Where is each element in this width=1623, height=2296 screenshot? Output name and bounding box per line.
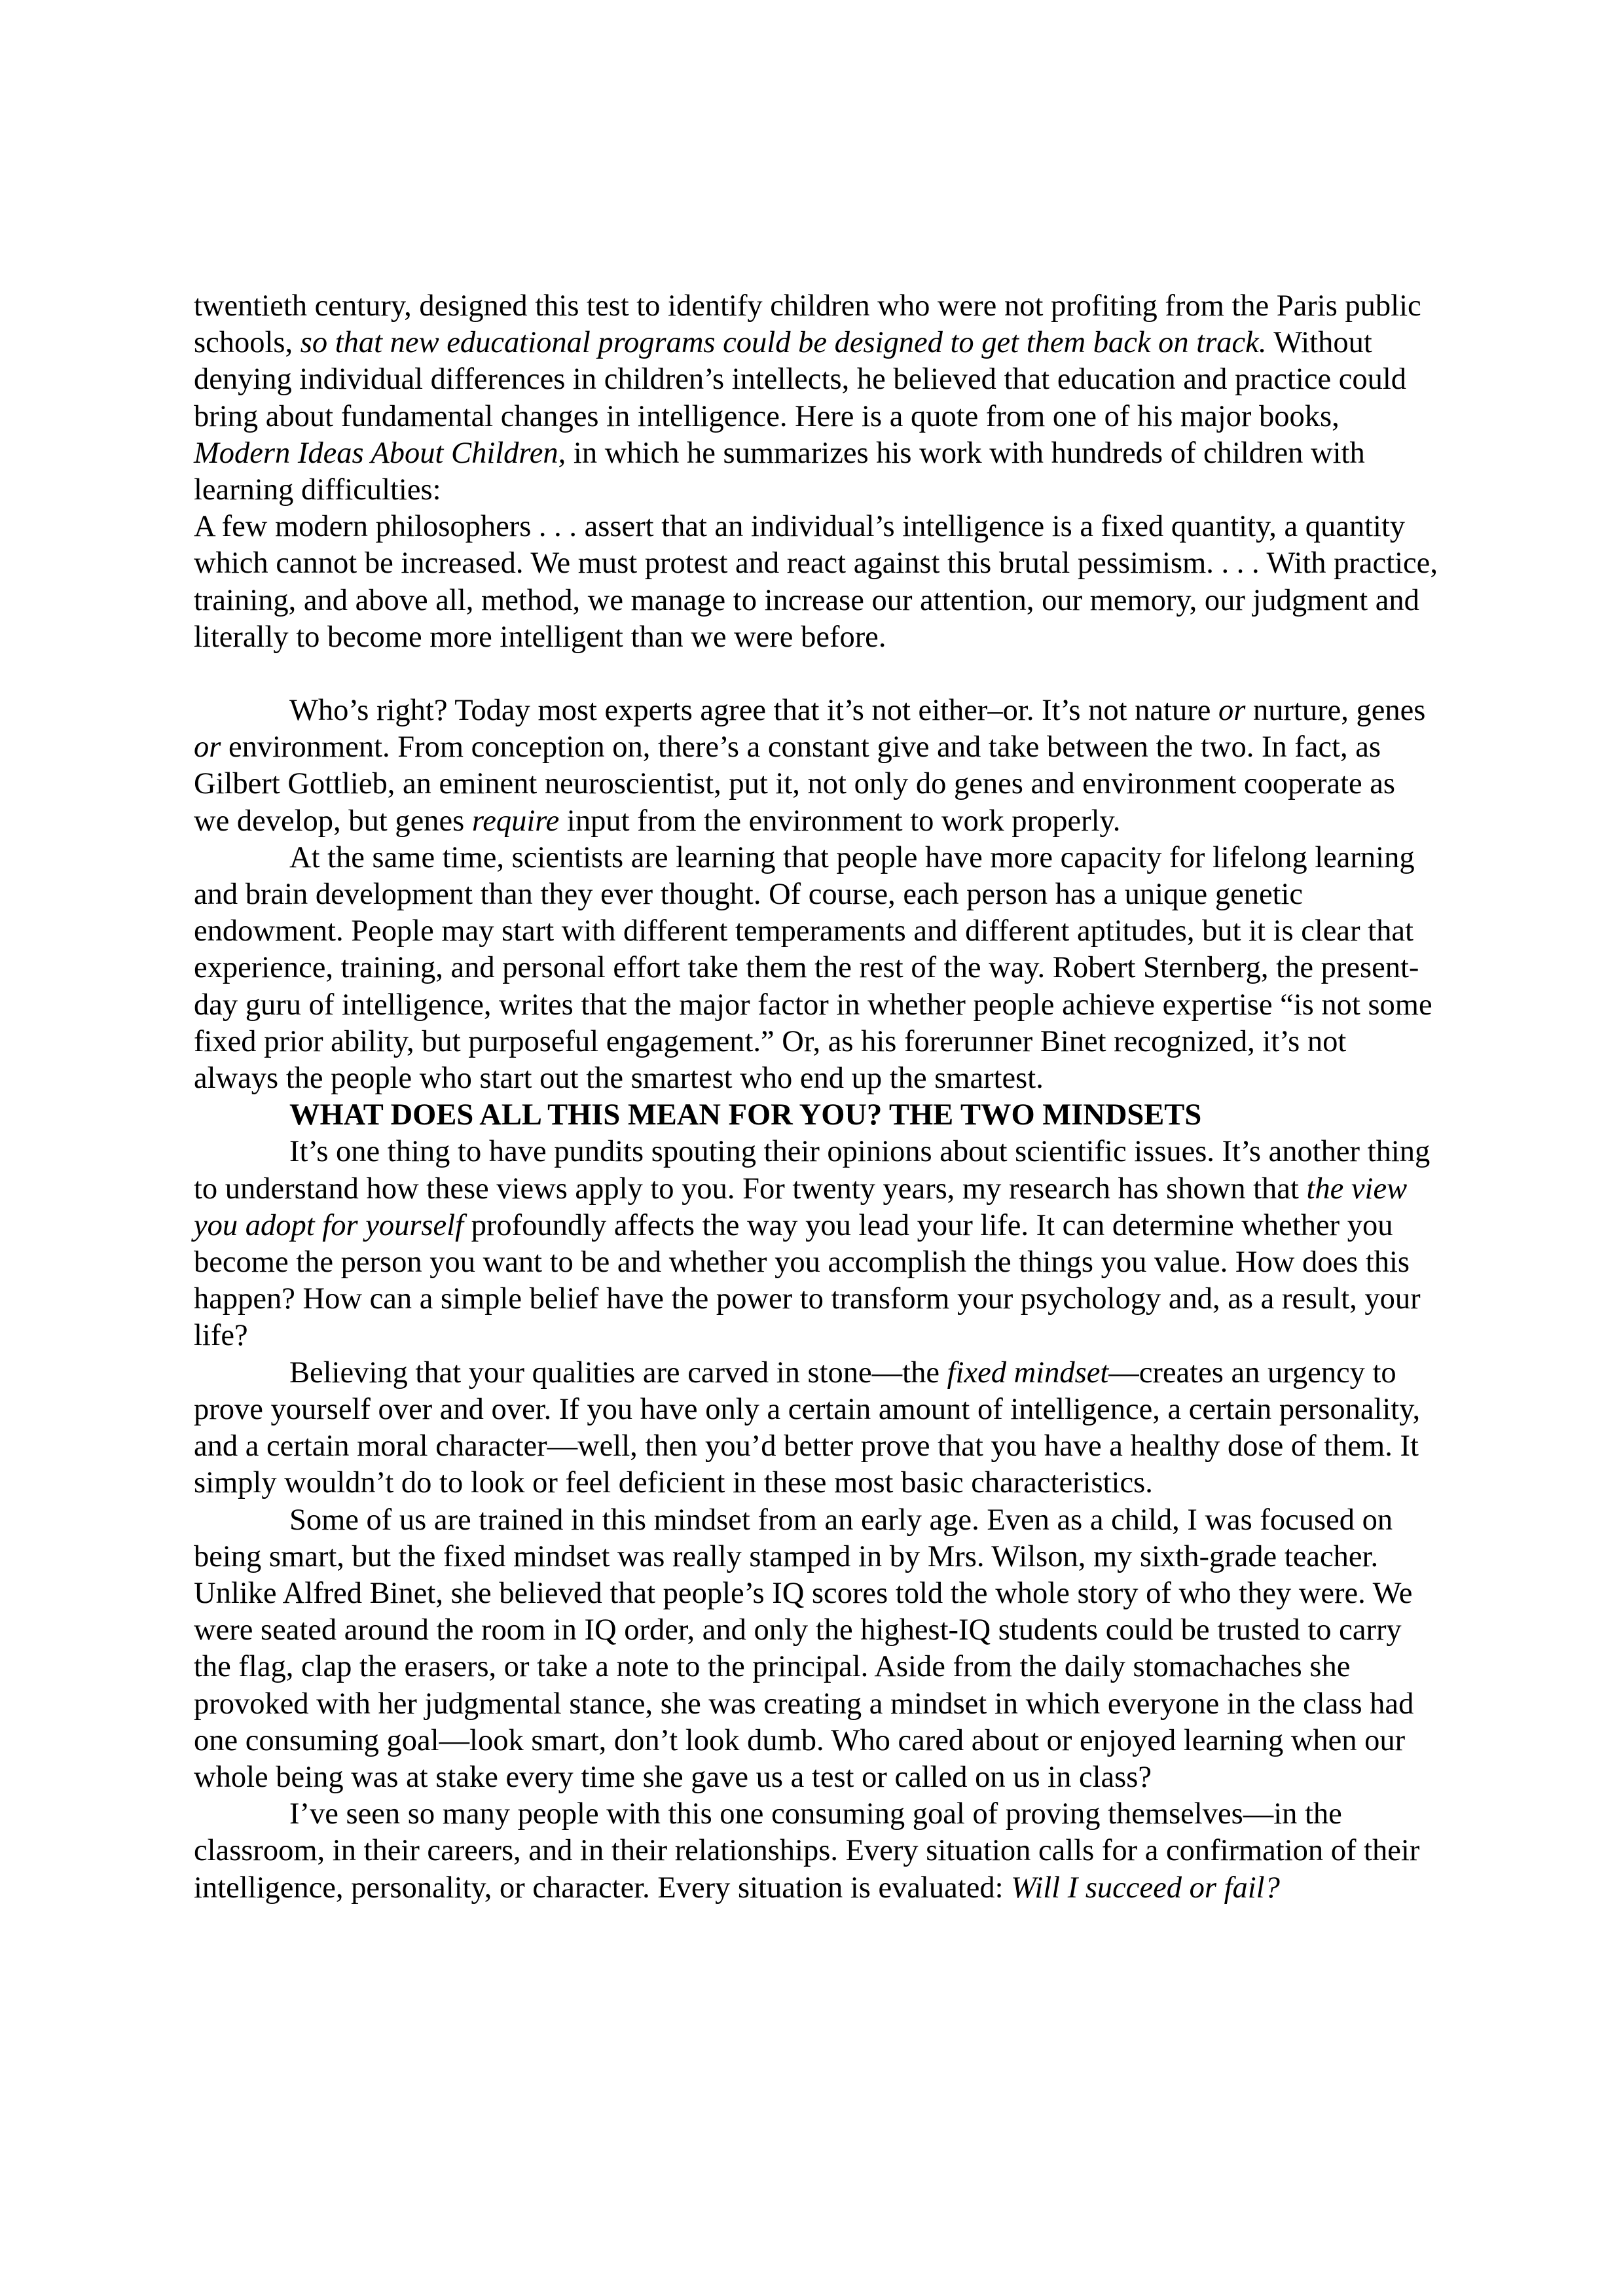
italic-emphasis: so that new educational programs could be designed to get them back on track.	[300, 326, 1267, 360]
paragraph-binet-test: twentieth century, designed this test to identify children who were not profiting from the Paris public schools, so that new educational programs could be designed to get them back on track. Without denying individual differences in children’s intellects, he believed that education and practice could bring about fundamental changes in intelligence. Here is a quote from one of his major books, Modern Ideas About Children, in which he summarizes his work with hundreds of children with learning difficulties:	[194, 289, 1421, 507]
paragraph-lifelong-learning: At the same time, scientists are learning that people have more capacity for lifelong learning and brain development than they ever thought. Of course, each person has a unique genetic endowment. People may start with different temperaments and different aptitudes, but it is clear that experience, training, and personal effort take them the rest of the way. Robert Sternberg, the present-day guru of intelligence, writes that the major factor in whether people achieve expertise “is not some fixed prior ability, but purposeful engagement.” Or, as his forerunner Binet recognized, it’s not always the people who start out the smartest who end up the smartest.	[194, 840, 1432, 1096]
block-quote-binet: A few modern philosophers . . . assert that an individual’s intelligence is a fixed quantity, a quantity which cannot be increased. We must protest and react against this brutal pessimism. . . . With practice, training, and above all, method, we manage to increase our attention, our memory, our judgment and literally to become more intelligent than we were before.	[194, 510, 1438, 654]
book-title: Modern Ideas About Children,	[194, 436, 566, 470]
paragraph-mrs-wilson: Some of us are trained in this mindset from an early age. Even as a child, I was focused on being smart, but the fixed mindset was really stamped in by Mrs. Wilson, my sixth-grade teacher. Unlike Alfred Binet, she believed that people’s IQ scores told the whole story of who they were. We were seated around the room in IQ order, and only the highest-IQ students could be trusted to carry the flag, clap the erasers, or take a note to the principal. Aside from the daily stomachaches she provoked with her judgmental stance, she was creating a mindset in which everyone in the class had one consuming goal—look smart, don’t look dumb. Who cared about or enjoyed learning when our whole being was at stake every time she gave us a test or called on us in class?	[194, 1503, 1414, 1794]
paragraph-pundits: It’s one thing to have pundits spouting their opinions about scientific issues. It’s another thing to understand how these views apply to you. For twenty years, my research has shown that the view you adopt for yourself profoundly affects the way you lead your life. It can determine whether you become the person you want to be and whether you accomplish the things you value. How does this happen? How can a simple belief have the power to transform your psychology and, as a result, your life?	[194, 1135, 1431, 1353]
document-page	[194, 288, 1438, 1907]
paragraph-fixed-mindset: Believing that your qualities are carved in stone—the fixed mindset—creates an urgency to prove yourself over and over. If you have only a certain amount of intelligence, a certain personality, and a certain moral character—well, then you’d better prove that you have a healthy dose of them. It simply wouldn’t do to look or feel deficient in these most basic characteristics.	[194, 1355, 1421, 1500]
paragraph-whos-right: Who’s right? Today most experts agree that it’s not either–or. It’s not nature or nurture, genes or environment. From conception on, there’s a constant give and take between the two. In fact, as Gilbert Gottlieb, an eminent neuroscientist, put it, not only do genes and environment cooperate as we develop, but genes require input from the environment to work properly.	[194, 694, 1426, 838]
paragraph-proving-themselves: I’ve seen so many people with this one consuming goal of proving themselves—in the classroom, in their careers, and in their relationships. Every situation calls for a confirmation of their intelligence, personality, or character. Every situation is evaluated: Will I succeed or fail?	[194, 1797, 1420, 1905]
section-heading: WHAT DOES ALL THIS MEAN FOR YOU? THE TWO MINDSETS	[289, 1098, 1202, 1132]
